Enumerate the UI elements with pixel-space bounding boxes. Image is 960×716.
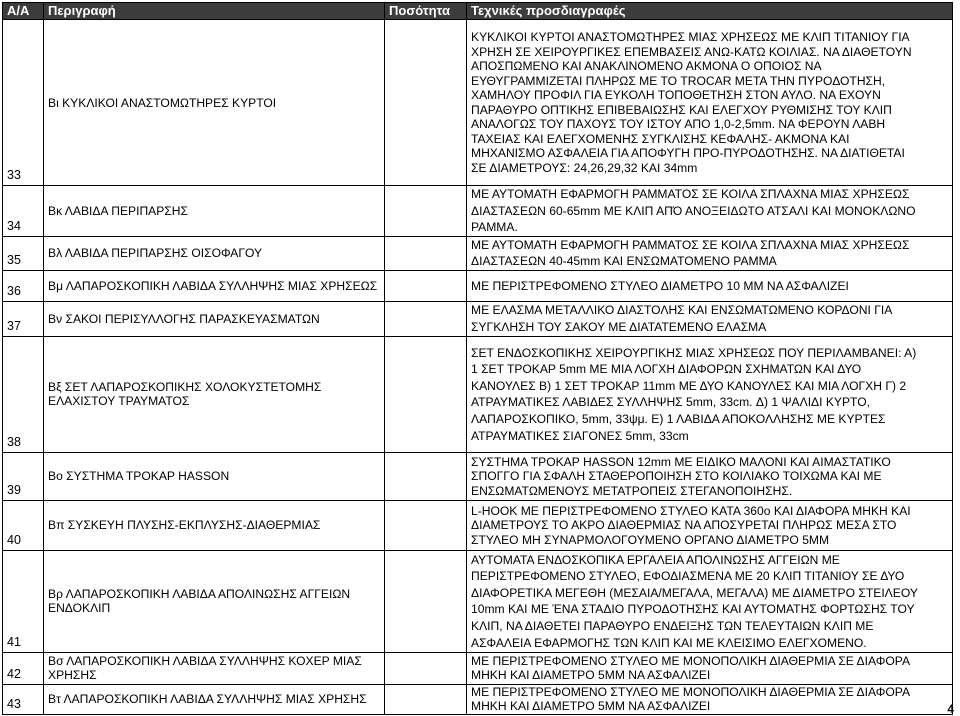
table-row <box>3 684 953 714</box>
row-specification: ΣΕΤ ΕΝΔΟΣΚΟΠΙΚΗΣ ΧΕΙΡΟΥΡΓΙΚΗΣ ΜΙΑΣ ΧΡΗΣΕΩΣ ΠΟΥ ΠΕΡΙΛΑΜΒΑΝΕΙ: Α) 1 ΣΕΤ ΤΡΟΚΑΡ 5mm ΜΕ ΜΙΑ ΛΟΓΧΗ ΔΙΑΦΟΡΩΝ ΣΧΗΜΑΤΩΝ ΚΑΙ ΔΥΟ ΚΑΝΟΥΛΕΣ Β) 1 ΣΕΤ ΤΡΟΚΑΡ 11mm ΜΕ ΔΥΟ ΚΑΝΟΥΛΕΣ ΚΑΙ ΜΙΑ ΛΟΓΧΗ Γ) 2 ΑΤΡΑΥΜΑΤΙΚΕΣ ΛΑΒΙΔΕΣ ΣΥΛΛΗΨΗΣ 5mm, 33cm. Δ) 1 ΨΑΛΙΔΙ ΚΥΡΤΟ, ΛΑΠΑΡΟΣΚΟΠΙΚΟ, 5mm, 33ψμ. Ε) 1 ΛΑΒΙΔΑ ΑΠΟΚΟΛΛΗΣΗΣ ΜΕ ΚΥΡΤΕΣ ΑΤΡΑΥΜΑΤΙΚΕΣ ΣΙΑΓΟΝΕΣ 5mm, 33cm <box>467 336 953 452</box>
row-quantity <box>385 270 467 301</box>
row-description: Βκ ΛΑΒΙΔΑ ΠΕΡΙΠΑΡΣΗΣ <box>44 186 385 237</box>
table-row <box>3 20 953 186</box>
table-row <box>3 270 953 301</box>
table-row <box>3 452 953 500</box>
row-specification: ΜΕ ΕΛΑΣΜΑ ΜΕΤΑΛΛΙΚΟ ΔΙΑΣΤΟΛΗΣ ΚΑΙ ΕΝΣΩΜΑΤΩΜΕΝΟ ΚΟΡΔΟΝΙ ΓΙΑ ΣΥΓΚΛΗΣΗ ΤΟΥ ΣΑΚΟΥ ΜΕ ΔΙΑΤΑΤΕΜΕΝΟ ΕΛΑΣΜΑ <box>467 301 953 336</box>
row-specification: ΜΕ ΑΥΤΟΜΑΤΗ ΕΦΑΡΜΟΓΗ ΡΑΜΜΑΤΟΣ ΣΕ ΚΟΙΛΑ ΣΠΛΑΧΝΑ ΜΙΑΣ ΧΡΗΣΕΩΣ ΔΙΑΣΤΑΣΕΩΝ 60-65mm ΜΕ ΚΛΙΠ ΑΠΌ ΑΝΟΞΕΙΔΩΤΟ ΑΤΣΑΛΙ ΚΑΙ ΜΟΝΟΚΛΩΝΟ ΡΑΜΜΑ. <box>467 186 953 237</box>
header-aa: Α/Α <box>3 3 44 20</box>
row-number: 38 <box>3 336 44 452</box>
header-quantity: Ποσότητα <box>385 3 467 20</box>
row-quantity <box>385 236 467 270</box>
table-row <box>3 186 953 237</box>
row-description: Βμ ΛΑΠΑΡΟΣΚΟΠΙΚΗ ΛΑΒΙΔΑ ΣΥΛΛΗΨΗΣ ΜΙΑΣ ΧΡΗΣΕΩΣ <box>44 270 385 301</box>
row-specification: ΑΥΤΟΜΑΤΑ ΕΝΔΟΣΚΟΠΙΚΑ ΕΡΓΑΛΕΙΑ ΑΠΟΛΙΝΩΣΗΣ ΑΓΓΕΙΩΝ ΜΕ ΠΕΡΙΣΤΡΕΦΟΜΕΝΟ ΣΤΥΛΕΟ, ΕΦΟΔΙΑΣΜΕΝΑ ΜΕ 20 ΚΛΙΠ ΤΙΤΑΝΙΟΥ ΣΕ ΔΥΟ ΔΙΑΦΟΡΕΤΙΚΑ ΜΕΓΕΘΗ (ΜΕΣΑΙΑ/ΜΕΓΑΛΑ, ΜΕΓΑΛΑ) ΜΕ ΔΙΑΜΕΤΡΟ ΣΤΕΙΛΕΟΥ 10mm ΚΑΙ ΜΕ ΈΝΑ ΣΤΑΔΙΟ ΠΥΡΟΔΟΤΗΣΗΣ ΚΑΙ ΑΥΤΟΜΑΤΗΣ ΦΟΡΤΩΣΗΣ ΤΟΥ ΚΛΙΠ, ΝΑ ΔΙΑΘΕΤΕΙ ΠΑΡΑΘΥΡΟ ΕΝΔΕΙΞΗΣ ΤΩΝ ΤΕΛΕΥΤΑΙΩΝ ΚΛΙΠ ΜΕ ΑΣΦΑΛΕΙΑ ΕΦΑΡΜΟΓΗΣ ΤΩΝ ΚΛΙΠ ΚΑΙ ΜΕ ΚΛΕΙΣΙΜΟ ΕΛΕΓΧΟΜΕΝΟ. <box>467 550 953 652</box>
row-quantity <box>385 20 467 186</box>
row-quantity <box>385 652 467 684</box>
row-quantity <box>385 336 467 452</box>
row-quantity <box>385 186 467 237</box>
row-description: Βρ ΛΑΠΑΡΟΣΚΟΠΙΚΗ ΛΑΒΙΔΑ ΑΠΟΛΙΝΩΣΗΣ ΑΓΓΕΙΩΝ ΕΝΔΟΚΛΙΠ <box>44 550 385 652</box>
header-description: Περιγραφή <box>44 3 385 20</box>
row-specification: ΜΕ ΠΕΡΙΣΤΡΕΦΟΜΕΝΟ ΣΤΥΛΕΟ ΔΙΑΜΕΤΡΟ 10 ΜΜ ΝΑ ΑΣΦΑΛΙΖΕΙ <box>467 270 953 301</box>
specifications-table <box>2 2 953 715</box>
table-body <box>3 20 953 715</box>
row-description: Βσ ΛΑΠΑΡΟΣΚΟΠΙΚΗ ΛΑΒΙΔΑ ΣΥΛΛΗΨΗΣ ΚΟΧΕΡ ΜΙΑΣ ΧΡΗΣΗΣ <box>44 652 385 684</box>
row-specification: ΜΕ ΑΥΤΟΜΑΤΗ ΕΦΑΡΜΟΓΗ ΡΑΜΜΑΤΟΣ ΣΕ ΚΟΙΛΑ ΣΠΛΑΧΝΑ ΜΙΑΣ ΧΡΗΣΕΩΣ ΔΙΑΣΤΑΣΕΩΝ 40-45mm ΚΑΙ ΕΝΣΩΜΑΤΟΜΕΝΟ ΡΑΜΜΑ <box>467 236 953 270</box>
row-quantity <box>385 500 467 550</box>
row-quantity <box>385 301 467 336</box>
row-specification: ΜΕ ΠΕΡΙΣΤΡΕΦΟΜΕΝΟ ΣΤΥΛΕΟ ΜΕ ΜΟΝΟΠΟΛΙΚΗ ΔΙΑΘΕΡΜΙΑ ΣΕ ΔΙΑΦΟΡΑ ΜΗΚΗ ΚΑΙ ΔΙΑΜΕΤΡΟ 5ΜΜ ΝΑ ΑΣΦΑΛΙΖΕΙ <box>467 652 953 684</box>
row-number: 37 <box>3 301 44 336</box>
table-row <box>3 336 953 452</box>
row-quantity <box>385 550 467 652</box>
row-specification: ΜΕ ΠΕΡΙΣΤΡΕΦΟΜΕΝΟ ΣΤΥΛΕΟ ΜΕ ΜΟΝΟΠΟΛΙΚΗ ΔΙΑΘΕΡΜΙΑ ΣΕ ΔΙΑΦΟΡΑ ΜΗΚΗ ΚΑΙ ΔΙΑΜΕΤΡΟ 5ΜΜ ΝΑ ΑΣΦΑΛΙΖΕΙ <box>467 684 953 714</box>
table-header-row <box>3 3 953 20</box>
row-number: 33 <box>3 20 44 186</box>
table-row <box>3 500 953 550</box>
row-number: 34 <box>3 186 44 237</box>
row-description: Βπ ΣΥΣΚΕΥΗ ΠΛΥΣΗΣ-ΕΚΠΛΥΣΗΣ-ΔΙΑΘΕΡΜΙΑΣ <box>44 500 385 550</box>
row-description: Βο ΣΥΣΤΗΜΑ ΤΡΟΚΑΡ HASSON <box>44 452 385 500</box>
row-number: 35 <box>3 236 44 270</box>
row-number: 43 <box>3 684 44 714</box>
row-description: Βλ ΛΑΒΙΔΑ ΠΕΡΙΠΑΡΣΗΣ ΟΙΣΟΦΑΓΟΥ <box>44 236 385 270</box>
row-quantity <box>385 684 467 714</box>
page-number: 4 <box>947 702 954 716</box>
table-row <box>3 652 953 684</box>
table-row <box>3 236 953 270</box>
row-number: 41 <box>3 550 44 652</box>
row-description: Βτ ΛΑΠΑΡΟΣΚΟΠΙΚΗ ΛΑΒΙΔΑ ΣΥΛΛΗΨΗΣ ΜΙΑΣ ΧΡΗΣΗΣ <box>44 684 385 714</box>
row-number: 36 <box>3 270 44 301</box>
header-specifications: Τεχνικές προσδιαγραφές <box>467 3 953 20</box>
row-specification: ΣΥΣΤΗΜΑ ΤΡΟΚΑΡ HASSON 12mm ΜΕ ΕΙΔΙΚΟ ΜΑΛΟΝΙ ΚΑΙ ΑΙΜΑΣΤΑΤΙΚΟ ΣΠΟΓΓΟ ΓΙΑ ΣΦΑΛΗ ΣΤΑΘΕΡΟΠΟΙΗΣΗ ΣΤΟ ΚΟΙΛΙΑΚΟ ΤΟΙΧΩΜΑ ΚΑΙ ΜΕ ΕΝΣΩΜΑΤΩΜΕΝΟΥΣ ΜΕΤΑΤΡΟΠΕΙΣ ΣΤΕΓΑΝΟΠΟΙΗΣΗΣ. <box>467 452 953 500</box>
table-row <box>3 550 953 652</box>
row-description: Βι ΚΥΚΛΙΚΟΙ ΑΝΑΣΤΟΜΩΤΗΡΕΣ ΚΥΡΤΟΙ <box>44 20 385 186</box>
row-specification: ΚΥΚΛΙΚΟΙ ΚΥΡΤΟΙ ΑΝΑΣΤΟΜΩΤΗΡΕΣ ΜΙΑΣ ΧΡΗΣΕΩΣ ΜΕ ΚΛΙΠ ΤΙΤΑΝΙΟΥ ΓΙΑ ΧΡΗΣΗ ΣΕ ΧΕΙΡΟΥΡΓΙΚΕΣ ΕΠΕΜΒΑΣΕΙΣ ΑΝΩ-ΚΑΤΩ ΚΟΙΛΙΑΣ. ΝΑ ΔΙΑΘΕΤΟΥΝ ΑΠΟΣΠΩΜΕΝΟ ΚΑΙ ΑΝΑΚΛΙΝΟΜΕΝΟ ΑΚΜΟΝΑ Ο ΟΠΟΙΟΣ ΝΑ ΕΥΘΥΓΡΑΜΜΙΖΕΤΑΙ ΠΛΗΡΩΣ ΜΕ ΤΟ TROCAR ΜΕΤΑ ΤΗΝ ΠΥΡΟΔΟΤΗΣΗ, ΧΑΜΗΛΟΥ ΠΡΟΦΙΛ ΓΙΑ ΕΥΚΟΛΗ ΤΟΠΟΘΕΤΗΣΗ ΣΤΟΝ ΑΥΛΟ. ΝΑ ΕΧΟΥΝ ΠΑΡΑΘΥΡΟ ΟΠΤΙΚΗΣ ΕΠΙΒΕΒΑΙΩΣΗΣ ΚΑΙ ΕΛΕΓΧΟΥ ΡΥΘΜΙΣΗΣ ΤΟΥ ΚΛΙΠ ΑΝΑΛΟΓΩΣ ΤΟΥ ΠΑΧΟΥΣ ΤΟΥ ΙΣΤΟΥ ΑΠΟ 1,0-2,5mm. ΝΑ ΦΕΡΟΥΝ ΛΑΒΗ ΤΑΧΕΙΑΣ ΚΑΙ ΕΛΕΓΧΟΜΕΝΗΣ ΣΥΓΚΛΙΣΗΣ ΚΕΦΑΛΗΣ- ΑΚΜΟΝΑ ΚΑΙ ΜΗΧΑΝΙΣΜΟ ΑΣΦΑΛΕΙΑ ΓΙΑ ΑΠΟΦΥΓΗ ΠΡΟ-ΠΥΡΟΔΟΤΗΣΗΣ. ΝΑ ΔΙΑΤΙΘΕΤΑΙ ΣΕ ΔΙΑΜΕΤΡΟΥΣ: 24,26,29,32 ΚΑΙ 34mm <box>467 20 953 186</box>
row-specification: L-HOOK ΜΕ ΠΕΡΙΣΤΡΕΦΟΜΕΝΟ ΣΤΥΛΕΟ ΚΑΤΑ 360ο ΚΑΙ ΔΙΑΦΟΡΑ ΜΗΚΗ ΚΑΙ ΔΙΑΜΕΤΡΟΥΣ ΤΟ ΑΚΡΟ ΔΙΑΘΕΡΜΙΑΣ ΝΑ ΑΠΟΣΥΡΕΤΑΙ ΠΛΗΡΩΣ ΜΕΣΑ ΣΤΟ ΣΤΥΛΕΟ ΜΗ ΣΥΝΑΡΜΟΛΟΓΟΥΜΕΝΟ ΟΡΓΑΝΟ ΔΙΑΜΕΤΡΟ 5ΜΜ <box>467 500 953 550</box>
row-number: 40 <box>3 500 44 550</box>
row-description: Βν ΣΑΚΟΙ ΠΕΡΙΣΥΛΛΟΓΗΣ ΠΑΡΑΣΚΕΥΑΣΜΑΤΩΝ <box>44 301 385 336</box>
table-row <box>3 301 953 336</box>
row-number: 42 <box>3 652 44 684</box>
row-quantity <box>385 452 467 500</box>
row-number: 39 <box>3 452 44 500</box>
row-description: Βξ ΣΕΤ ΛΑΠΑΡΟΣΚΟΠΙΚΗΣ ΧΟΛΟΚΥΣΤΕΤΟΜΗΣ ΕΛΑΧΙΣΤΟΥ ΤΡΑΥΜΑΤΟΣ <box>44 336 385 452</box>
